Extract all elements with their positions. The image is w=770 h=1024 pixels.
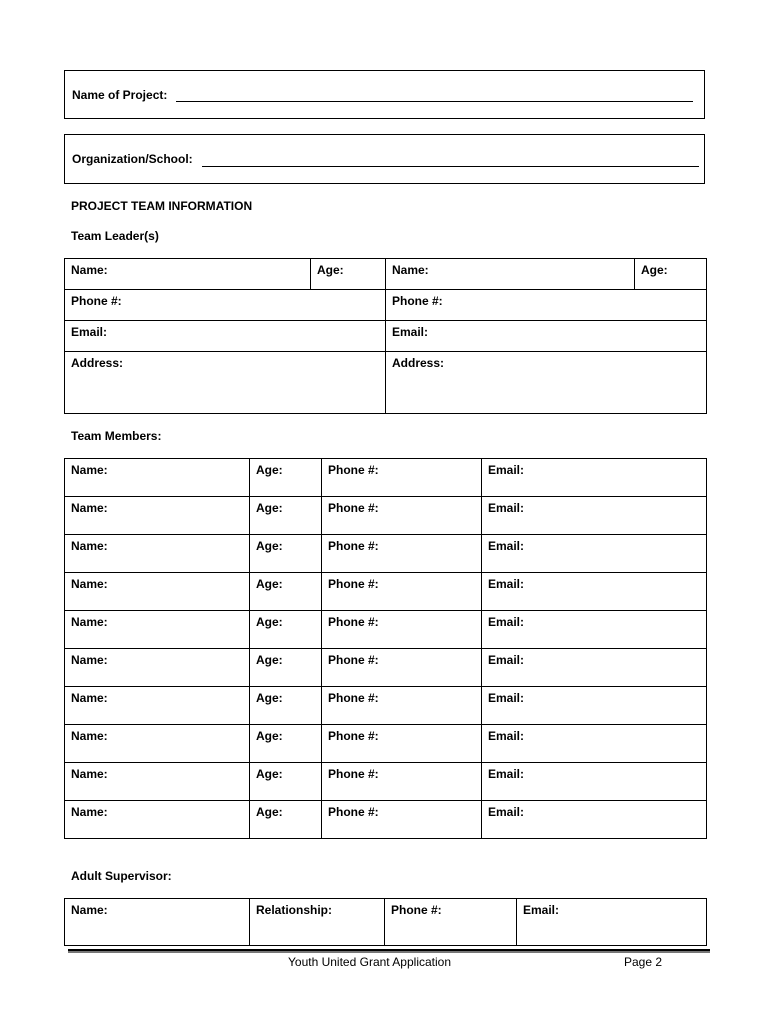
team-member-row (65, 801, 707, 839)
team-member-row (65, 687, 707, 725)
member-name-cell[interactable] (65, 801, 250, 839)
member-phone-label: Phone #: (328, 691, 379, 705)
member-age-cell[interactable] (250, 649, 322, 687)
team-members-heading: Team Members: (71, 429, 162, 443)
member-age-cell[interactable] (250, 687, 322, 725)
adult-supervisor-heading: Adult Supervisor: (71, 869, 172, 883)
leader1-name-cell[interactable] (65, 259, 311, 290)
member-phone-cell[interactable] (322, 649, 482, 687)
leader2-name-label: Name: (392, 263, 429, 277)
supervisor-relationship-cell[interactable] (250, 899, 385, 946)
team-member-row (65, 459, 707, 497)
member-email-cell[interactable] (482, 725, 707, 763)
member-email-label: Email: (488, 577, 525, 591)
member-name-label: Name: (71, 501, 108, 515)
member-phone-label: Phone #: (328, 539, 379, 553)
leader2-address-label: Address: (392, 356, 445, 370)
member-name-label: Name: (71, 577, 108, 591)
member-email-label: Email: (488, 615, 525, 629)
footer-page-number: Page 2 (624, 955, 663, 969)
member-phone-cell[interactable] (322, 801, 482, 839)
supervisor-email-label: Email: (523, 903, 560, 917)
member-age-label: Age: (256, 653, 283, 667)
member-age-cell[interactable] (250, 497, 322, 535)
member-age-cell[interactable] (250, 801, 322, 839)
leader1-age-cell[interactable] (311, 259, 386, 290)
team-member-row (65, 725, 707, 763)
leader2-email-label: Email: (392, 325, 429, 339)
leader1-email-cell[interactable] (65, 321, 386, 352)
team-members-table (64, 458, 707, 839)
organization-field[interactable] (202, 166, 699, 167)
member-name-cell[interactable] (65, 535, 250, 573)
leader1-age-label: Age: (317, 263, 344, 277)
organization-box (64, 134, 705, 184)
member-name-cell[interactable] (65, 459, 250, 497)
member-phone-cell[interactable] (322, 725, 482, 763)
member-name-label: Name: (71, 539, 108, 553)
leader2-address-cell[interactable] (386, 352, 707, 414)
member-email-label: Email: (488, 729, 525, 743)
member-phone-label: Phone #: (328, 615, 379, 629)
member-name-cell[interactable] (65, 763, 250, 801)
leader2-phone-cell[interactable] (386, 290, 707, 321)
member-email-label: Email: (488, 691, 525, 705)
leader1-phone-label: Phone #: (71, 294, 122, 308)
member-email-label: Email: (488, 767, 525, 781)
member-phone-cell[interactable] (322, 687, 482, 725)
member-name-cell[interactable] (65, 725, 250, 763)
team-leaders-heading: Team Leader(s) (71, 229, 159, 243)
member-phone-label: Phone #: (328, 729, 379, 743)
leader2-age-label: Age: (641, 263, 668, 277)
leader1-email-label: Email: (71, 325, 108, 339)
member-phone-label: Phone #: (328, 463, 379, 477)
member-age-label: Age: (256, 539, 283, 553)
team-leaders-table (64, 258, 707, 414)
footer-rule (68, 949, 710, 953)
adult-supervisor-table (64, 898, 707, 946)
member-email-cell[interactable] (482, 573, 707, 611)
member-email-cell[interactable] (482, 497, 707, 535)
team-member-row (65, 611, 707, 649)
leader2-email-cell[interactable] (386, 321, 707, 352)
footer-title: Youth United Grant Application (288, 955, 452, 969)
member-age-label: Age: (256, 577, 283, 591)
member-email-cell[interactable] (482, 649, 707, 687)
member-email-label: Email: (488, 805, 525, 819)
member-email-cell[interactable] (482, 687, 707, 725)
member-phone-label: Phone #: (328, 653, 379, 667)
leader1-address-label: Address: (71, 356, 124, 370)
team-member-row (65, 649, 707, 687)
member-name-label: Name: (71, 691, 108, 705)
supervisor-name-label: Name: (71, 903, 108, 917)
member-email-cell[interactable] (482, 763, 707, 801)
member-email-label: Email: (488, 539, 525, 553)
leader1-name-label: Name: (71, 263, 108, 277)
member-phone-label: Phone #: (328, 501, 379, 515)
project-name-label: Name of Project: (72, 88, 168, 102)
member-name-cell[interactable] (65, 573, 250, 611)
member-age-label: Age: (256, 463, 283, 477)
member-age-label: Age: (256, 691, 283, 705)
member-email-cell[interactable] (482, 801, 707, 839)
member-age-cell[interactable] (250, 535, 322, 573)
organization-label: Organization/School: (72, 152, 193, 166)
member-age-label: Age: (256, 615, 283, 629)
team-member-row (65, 573, 707, 611)
member-name-label: Name: (71, 615, 108, 629)
member-name-cell[interactable] (65, 611, 250, 649)
member-age-label: Age: (256, 767, 283, 781)
member-email-cell[interactable] (482, 535, 707, 573)
member-phone-cell[interactable] (322, 763, 482, 801)
member-phone-cell[interactable] (322, 535, 482, 573)
member-age-label: Age: (256, 805, 283, 819)
member-phone-cell[interactable] (322, 611, 482, 649)
member-age-cell[interactable] (250, 611, 322, 649)
member-age-cell[interactable] (250, 573, 322, 611)
member-name-label: Name: (71, 463, 108, 477)
supervisor-relationship-label: Relationship: (256, 903, 333, 917)
member-age-cell[interactable] (250, 459, 322, 497)
supervisor-phone-cell[interactable] (385, 899, 517, 946)
member-phone-cell[interactable] (322, 497, 482, 535)
member-name-cell[interactable] (65, 687, 250, 725)
member-name-cell[interactable] (65, 649, 250, 687)
member-email-label: Email: (488, 653, 525, 667)
leader2-phone-label: Phone #: (392, 294, 443, 308)
member-email-cell[interactable] (482, 459, 707, 497)
member-email-label: Email: (488, 463, 525, 477)
member-name-label: Name: (71, 767, 108, 781)
supervisor-phone-label: Phone #: (391, 903, 442, 917)
project-name-box (64, 70, 705, 119)
member-email-cell[interactable] (482, 611, 707, 649)
member-email-label: Email: (488, 501, 525, 515)
team-member-row (65, 497, 707, 535)
leader1-phone-cell[interactable] (65, 290, 386, 321)
project-name-field[interactable] (176, 101, 693, 102)
supervisor-name-cell[interactable] (65, 899, 250, 946)
team-member-row (65, 535, 707, 573)
member-name-label: Name: (71, 805, 108, 819)
section-title: PROJECT TEAM INFORMATION (71, 199, 253, 213)
member-age-label: Age: (256, 729, 283, 743)
member-name-label: Name: (71, 729, 108, 743)
leader1-address-cell[interactable] (65, 352, 386, 414)
leader2-age-cell[interactable] (635, 259, 707, 290)
member-phone-label: Phone #: (328, 577, 379, 591)
member-phone-label: Phone #: (328, 767, 379, 781)
leader2-name-cell[interactable] (386, 259, 635, 290)
member-age-label: Age: (256, 501, 283, 515)
member-phone-cell[interactable] (322, 459, 482, 497)
team-member-row (65, 763, 707, 801)
member-name-cell[interactable] (65, 497, 250, 535)
supervisor-email-cell[interactable] (517, 899, 707, 946)
member-phone-label: Phone #: (328, 805, 379, 819)
member-phone-cell[interactable] (322, 573, 482, 611)
member-age-cell[interactable] (250, 725, 322, 763)
member-name-label: Name: (71, 653, 108, 667)
member-age-cell[interactable] (250, 763, 322, 801)
